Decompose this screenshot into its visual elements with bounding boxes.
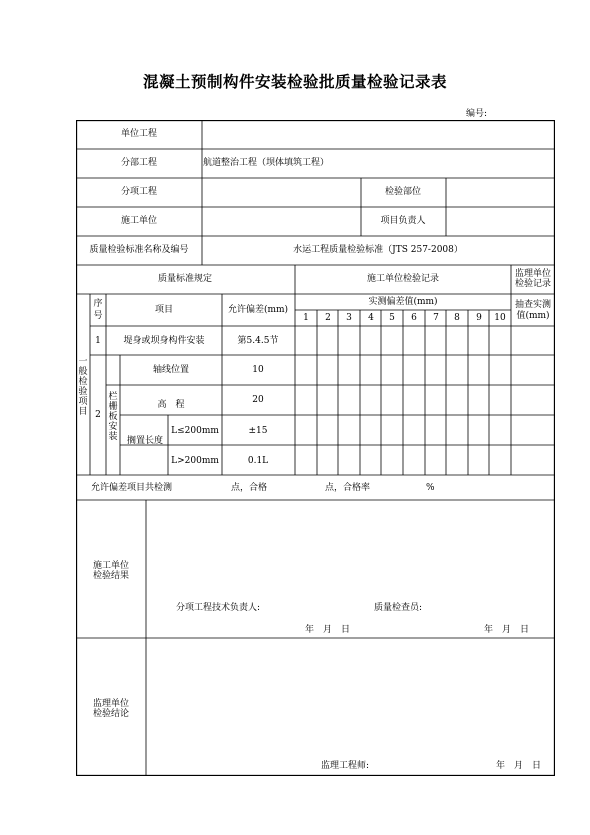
summary-total: 允许偏差项目共检测 [91,483,173,493]
axis-tolerance: 10 [252,365,264,375]
elevation-item: 高 程 [157,400,185,410]
construction-date-1: 年 月 日 [305,625,351,635]
col-header-1: 1 [303,313,309,323]
summary-percent: % [426,483,435,493]
row2-no: 2 [95,410,101,420]
construction-record-header: 施工单位检验记录 [366,274,440,284]
rest-le-tolerance: ±15 [248,426,268,436]
standard-label: 质量检验标准名称及编号 [89,245,189,255]
supervision-record-header-2: 检验记录 [514,279,552,289]
rest-gt-item: L>200mm [171,456,219,466]
quality-standard-header: 质量标准规定 [157,274,213,284]
record-number-label: 编号: [466,109,488,119]
col-header-5: 5 [389,313,395,323]
col-header-3: 3 [346,313,352,323]
sub-project-label: 分部工程 [120,158,158,168]
construction-result-label-1: 施工单位 [92,561,130,571]
tech-leader-label: 分项工程技术负责人: [176,603,261,613]
row1-no: 1 [95,336,101,346]
row1-item: 堤身或坝身构件安装 [123,336,205,346]
rest-le-item: L≤200mm [171,426,219,436]
summary-points: 点，合格 [231,483,268,493]
item-header: 项目 [154,305,174,315]
construction-unit-label: 施工单位 [120,216,158,226]
rest-length-label: 搁置长度 [126,436,163,446]
supervision-date: 年 月 日 [496,761,542,771]
tolerance-header: 允许偏差(mm) [227,305,289,315]
supervision-result-label-1: 监理单位 [92,699,130,709]
col-header-4: 4 [368,313,374,323]
supervision-result-label-2: 检验结论 [92,709,130,719]
construction-result-label-2: 检验结果 [92,571,130,581]
rest-gt-tolerance: 0.1L [247,456,269,466]
spot-check-header-1: 抽查实测 [514,300,552,310]
col-header-6: 6 [411,313,417,323]
col-header-9: 9 [476,313,482,323]
col-header-10: 10 [494,313,506,323]
sub-project-value: 航道整治工程（坝体填筑工程） [203,158,330,168]
construction-date-2: 年 月 日 [484,625,530,635]
page-title: 混凝土预制构件安装检验批质量检验记录表 [142,72,447,91]
inspection-record-table [76,120,555,776]
quality-inspector-label: 质量检查员: [374,603,423,613]
measured-header: 实测偏差值(mm) [368,297,438,307]
seq-header-1: 序 [93,299,103,309]
supervision-record-header-1: 监理单位 [514,269,552,279]
inspection-part-label: 检验部位 [384,187,422,197]
standard-value: 水运工程质量检验标准（JTS 257-2008） [293,245,463,255]
unit-project-label: 单位工程 [120,129,158,139]
summary-rate: 点，合格率 [325,483,371,493]
project-manager-label: 项目负责人 [380,216,426,226]
supervision-engineer-label: 监理工程师: [321,761,370,771]
row2-group-label: 栏栅板安装 [108,392,118,442]
axis-item: 轴线位置 [152,365,190,375]
col-header-7: 7 [433,313,439,323]
row1-tolerance: 第5.4.5节 [237,336,279,346]
spot-check-header-2: 值(mm) [516,311,550,321]
general-items-label: 一般检验项目 [78,357,88,417]
seq-header-2: 号 [93,311,103,321]
elevation-tolerance: 20 [252,395,264,405]
item-project-label: 分项工程 [120,187,158,197]
col-header-2: 2 [325,313,331,323]
col-header-8: 8 [454,313,460,323]
